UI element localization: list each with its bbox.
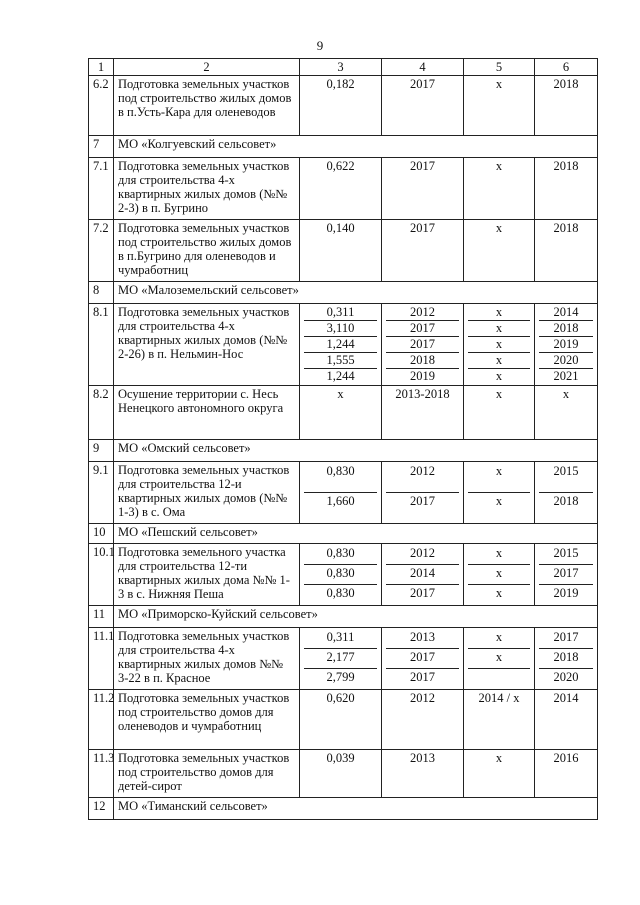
- cell-year-end: 2018: [553, 494, 579, 508]
- cell-year-end: 2017: [539, 565, 593, 585]
- cell-volume: 0,140: [300, 220, 382, 282]
- cell-volume: 1,244: [304, 337, 377, 353]
- cell-volume: 0,622: [300, 158, 382, 220]
- cell-year-end: 2015: [539, 545, 593, 565]
- cell-year-start-list: [382, 544, 464, 606]
- cell-year-end: х: [535, 386, 598, 440]
- section-title: МО «Тиманский сельсовет»: [114, 798, 598, 820]
- section-row: [89, 136, 598, 158]
- cell-volume: 0,830: [304, 545, 377, 565]
- col-header: 6: [535, 59, 598, 76]
- cell-year-end: 2020: [539, 353, 593, 369]
- cell-year-end: 2016: [535, 750, 598, 798]
- cell-col5: х: [468, 353, 530, 369]
- cell-volume-list: [300, 628, 382, 690]
- cell-year-start: 2012: [386, 545, 459, 565]
- cell-year-end: 2018: [535, 76, 598, 136]
- cell-col5: х: [464, 750, 535, 798]
- row-description: Подготовка земельных участков для строительства 4-х квартирных жилых домов №№ 3-22 в п. Красное: [114, 628, 300, 690]
- section-row: [89, 798, 598, 820]
- cell-year-start-list: [382, 462, 464, 524]
- cell-year-start: 2012: [386, 305, 459, 321]
- cell-volume: 0,620: [300, 690, 382, 750]
- section-title: МО «Омский сельсовет»: [114, 440, 598, 462]
- table-header-row: [89, 59, 598, 76]
- cell-volume: 2,799: [326, 670, 355, 684]
- cell-year-end: 2021: [553, 369, 579, 383]
- cell-year-end-list: [535, 628, 598, 690]
- cell-year-end: 2020: [553, 670, 579, 684]
- cell-year-start: 2017: [410, 494, 435, 508]
- cell-year-start-list: [382, 628, 464, 690]
- cell-col5: х: [495, 494, 503, 508]
- cell-col5: х: [464, 220, 535, 282]
- cell-col5: х: [468, 545, 530, 565]
- section-row: [89, 606, 598, 628]
- cell-col5: 2014 / х: [464, 690, 535, 750]
- table-row: [89, 304, 598, 386]
- cell-col5: х: [468, 337, 530, 353]
- cell-year-start: 2014: [386, 565, 459, 585]
- cell-year-end: 2019: [539, 337, 593, 353]
- col-header: 2: [114, 59, 300, 76]
- table-row: [89, 462, 598, 524]
- cell-col5: [468, 669, 530, 688]
- section-title: МО «Колгуевский сельсовет»: [114, 136, 598, 158]
- section-row: [89, 282, 598, 304]
- cell-col5: х: [468, 649, 530, 669]
- page-number: 9: [316, 38, 324, 53]
- cell-year-start: 2012: [382, 690, 464, 750]
- cell-volume-list: [300, 544, 382, 606]
- cell-col5-list: [464, 462, 535, 524]
- cell-volume: 0,830: [326, 586, 355, 600]
- section-row: [89, 440, 598, 462]
- cell-year-end: 2018: [535, 158, 598, 220]
- row-description: Подготовка земельных участков под строительство домов для детей-сирот: [114, 750, 300, 798]
- cell-year-start: 2018: [386, 353, 459, 369]
- cell-year-start: 2013: [386, 629, 459, 649]
- row-description: Осушение территории с. Несь Ненецкого автономного округа: [114, 386, 300, 440]
- cell-col5: х: [464, 76, 535, 136]
- table-row: [89, 220, 598, 282]
- cell-year-start: 2019: [410, 369, 435, 383]
- table-row: [89, 690, 598, 750]
- row-description: Подготовка земельных участков для строительства 4-х квартирных жилых домов (№№ 2-26) в п. Нельмин-Нос: [114, 304, 300, 386]
- table-row: [89, 76, 598, 136]
- cell-year-start: 2017: [386, 337, 459, 353]
- section-number: 8: [89, 282, 114, 304]
- cell-col5-list: [464, 304, 535, 386]
- section-number: 9: [89, 440, 114, 462]
- cell-year-start: 2017: [382, 158, 464, 220]
- cell-col5: х: [464, 386, 535, 440]
- cell-volume: 1,660: [326, 494, 355, 508]
- cell-volume: 3,110: [304, 321, 377, 337]
- cell-year-end: 2018: [535, 220, 598, 282]
- col-header: 5: [464, 59, 535, 76]
- section-title: МО «Приморско-Куйский сельсовет»: [114, 606, 598, 628]
- cell-volume: 2,177: [304, 649, 377, 669]
- cell-year-end: 2017: [539, 629, 593, 649]
- cell-year-end: 2018: [539, 321, 593, 337]
- section-row: [89, 524, 598, 544]
- row-description: Подготовка земельных участков для строительства 12-и квартирных жилых домов (№№ 1-3) в с. Ома: [114, 462, 300, 524]
- cell-volume: 0,830: [304, 565, 377, 585]
- row-number: 8.1: [89, 304, 114, 386]
- row-number: 11.2: [89, 690, 114, 750]
- cell-col5: х: [495, 586, 503, 600]
- cell-year-end: 2015: [539, 463, 593, 493]
- row-number: 7.1: [89, 158, 114, 220]
- cell-volume: 0,311: [304, 629, 377, 649]
- cell-year-start-list: [382, 304, 464, 386]
- row-number: 8.2: [89, 386, 114, 440]
- cell-year-start: 2017: [382, 76, 464, 136]
- cell-col5: х: [468, 305, 530, 321]
- cell-year-end: 2019: [553, 586, 579, 600]
- col-header: 1: [89, 59, 114, 76]
- table-row: [89, 544, 598, 606]
- section-number: 7: [89, 136, 114, 158]
- cell-year-start: 2017: [410, 670, 435, 684]
- cell-year-end: 2014: [539, 305, 593, 321]
- cell-col5: х: [468, 321, 530, 337]
- cell-year-end-list: [535, 304, 598, 386]
- row-number: 7.2: [89, 220, 114, 282]
- cell-col5: х: [464, 158, 535, 220]
- cell-col5: х: [495, 369, 503, 383]
- cell-year-start: 2017: [386, 649, 459, 669]
- cell-year-start: 2017: [382, 220, 464, 282]
- cell-year-start: 2013-2018: [382, 386, 464, 440]
- section-number: 12: [89, 798, 114, 820]
- cell-volume: 0,039: [300, 750, 382, 798]
- row-description: Подготовка земельных участков под строительство жилых домов в п.Бугрино для оленеводов и чумработниц: [114, 220, 300, 282]
- cell-volume: 1,244: [326, 369, 355, 383]
- cell-col5-list: [464, 628, 535, 690]
- cell-year-start: 2012: [386, 463, 459, 493]
- row-number: 6.2: [89, 76, 114, 136]
- col-header: 4: [382, 59, 464, 76]
- cell-volume-list: [300, 304, 382, 386]
- cell-year-start: 2017: [410, 586, 435, 600]
- row-description: Подготовка земельных участков под строительство жилых домов в п.Усть-Кара для оленеводов: [114, 76, 300, 136]
- cell-volume: 0,311: [304, 305, 377, 321]
- section-number: 10: [89, 524, 114, 544]
- col-header: 3: [300, 59, 382, 76]
- cell-col5: х: [468, 565, 530, 585]
- table-row: [89, 750, 598, 798]
- cell-col5-list: [464, 544, 535, 606]
- cell-year-start: 2013: [382, 750, 464, 798]
- section-title: МО «Малоземельский сельсовет»: [114, 282, 598, 304]
- row-description: Подготовка земельных участков для строительства 4-х квартирных жилых домов (№№ 2-3) в п. Бугрино: [114, 158, 300, 220]
- cell-year-end: 2014: [535, 690, 598, 750]
- row-number: 11.1: [89, 628, 114, 690]
- section-title: МО «Пешский сельсовет»: [114, 524, 598, 544]
- section-number: 11: [89, 606, 114, 628]
- cell-year-start: 2017: [386, 321, 459, 337]
- row-description: Подготовка земельного участка для строительства 12-ти квартирных жилых дома №№ 1-3 в с. Нижняя Пеша: [114, 544, 300, 606]
- cell-col5: х: [468, 463, 530, 493]
- row-number: 11.3: [89, 750, 114, 798]
- cell-volume: х: [300, 386, 382, 440]
- row-description: Подготовка земельных участков под строительство домов для оленеводов и чумработниц: [114, 690, 300, 750]
- table-row: [89, 386, 598, 440]
- table-row: [89, 628, 598, 690]
- cell-volume: 1,555: [304, 353, 377, 369]
- cell-volume: 0,830: [304, 463, 377, 493]
- program-table: [88, 58, 598, 820]
- cell-year-end: 2018: [539, 649, 593, 669]
- cell-year-end-list: [535, 544, 598, 606]
- cell-year-end-list: [535, 462, 598, 524]
- cell-volume-list: [300, 462, 382, 524]
- row-number: 10.1: [89, 544, 114, 606]
- table-row: [89, 158, 598, 220]
- cell-col5: х: [468, 629, 530, 649]
- row-number: 9.1: [89, 462, 114, 524]
- cell-volume: 0,182: [300, 76, 382, 136]
